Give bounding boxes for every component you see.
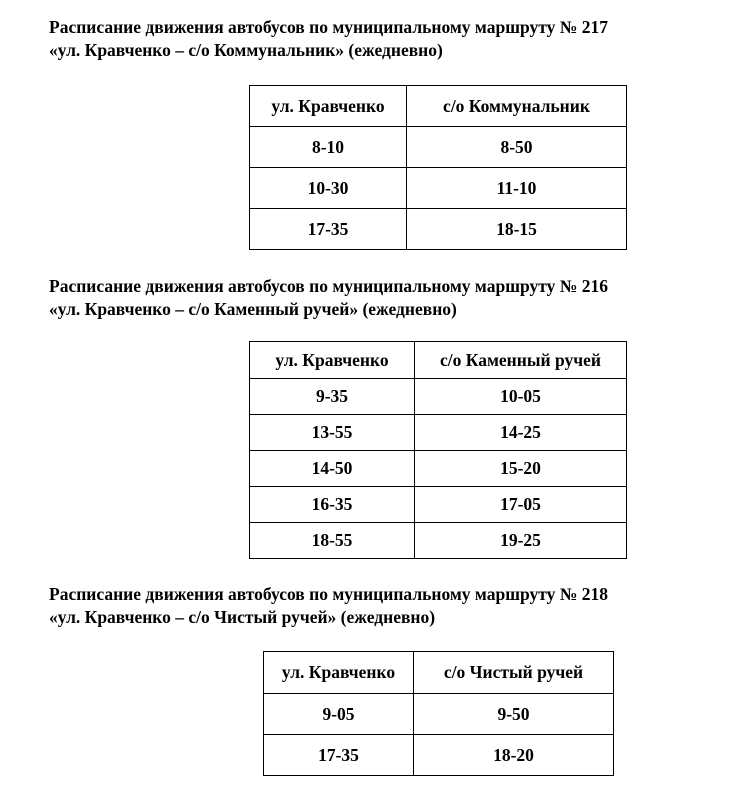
route-218-title [49,583,739,629]
departure-time: 19-25 [415,523,627,559]
departure-time: 13-55 [250,415,415,451]
header-cell-origin: ул. Кравченко [250,86,407,127]
route-216-table [249,341,627,559]
table-row [250,127,627,168]
route-216-title-line2: «ул. Кравченко – с/о Каменный ручей» (ежедневно) [49,299,457,319]
departure-time: 16-35 [250,487,415,523]
table-header-row [250,342,627,379]
header-cell-destination: с/о Чистый ручей [414,652,614,694]
route-217-title [49,16,739,62]
departure-time: 18-20 [414,735,614,776]
table-row [264,694,614,735]
departure-time: 9-50 [414,694,614,735]
route-218-table [263,651,614,776]
header-cell-origin: ул. Кравченко [264,652,414,694]
table-header-row [250,86,627,127]
table-row [250,523,627,559]
departure-time: 8-10 [250,127,407,168]
table-row [250,379,627,415]
departure-time: 11-10 [407,168,627,209]
departure-time: 15-20 [415,451,627,487]
header-cell-destination: с/о Коммунальник [407,86,627,127]
route-217-title-line1: Расписание движения автобусов по муниципальному маршруту № 217 [49,17,608,37]
departure-time: 14-50 [250,451,415,487]
table-row [250,168,627,209]
departure-time: 9-35 [250,379,415,415]
route-217-title-line2: «ул. Кравченко – с/о Коммунальник» (ежедневно) [49,40,443,60]
departure-time: 18-55 [250,523,415,559]
route-216-title [49,275,739,321]
departure-time: 17-35 [250,209,407,250]
departure-time: 10-05 [415,379,627,415]
departure-time: 14-25 [415,415,627,451]
table-row [264,735,614,776]
route-216-title-line1: Расписание движения автобусов по муниципальному маршруту № 216 [49,276,608,296]
route-217-table [249,85,627,250]
departure-time: 9-05 [264,694,414,735]
table-header-row [264,652,614,694]
departure-time: 17-35 [264,735,414,776]
departure-time: 8-50 [407,127,627,168]
table-row [250,451,627,487]
table-row [250,415,627,451]
departure-time: 17-05 [415,487,627,523]
header-cell-destination: с/о Каменный ручей [415,342,627,379]
table-row [250,209,627,250]
route-218-title-line1: Расписание движения автобусов по муниципальному маршруту № 218 [49,584,608,604]
header-cell-origin: ул. Кравченко [250,342,415,379]
departure-time: 10-30 [250,168,407,209]
route-218-title-line2: «ул. Кравченко – с/о Чистый ручей» (ежедневно) [49,607,436,627]
departure-time: 18-15 [407,209,627,250]
table-row [250,487,627,523]
